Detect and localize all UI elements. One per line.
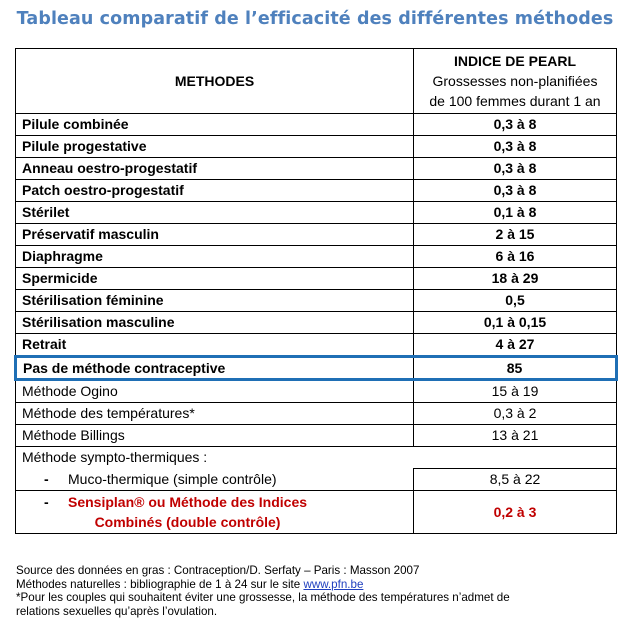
method-name: Préservatif masculin — [16, 224, 414, 246]
table-row — [16, 268, 617, 290]
method-name: Méthode Billings — [16, 425, 414, 447]
comparison-table — [14, 48, 618, 534]
method-name: Spermicide — [16, 268, 414, 290]
pearl-value: 0,3 à 8 — [414, 114, 617, 136]
table-row — [16, 158, 617, 180]
pearl-value: 2 à 15 — [414, 224, 617, 246]
method-name: Méthode Ogino — [16, 380, 414, 403]
table-row — [16, 312, 617, 334]
pearl-value: 18 à 29 — [414, 268, 617, 290]
temperature-note-line1: *Pour les couples qui souhaitent éviter une grossesse, la méthode des températures n’admet de — [16, 591, 510, 604]
header-index-sub1: Grossesses non-planifiées — [432, 73, 598, 89]
table-row — [16, 380, 617, 403]
table-row — [16, 403, 617, 425]
method-name: Pas de méthode contraceptive — [16, 357, 414, 380]
header-pearl-index — [414, 49, 617, 114]
method-name: Diaphragme — [16, 246, 414, 268]
natural-prefix: Méthodes naturelles : bibliographie de 1 à 24 sur le site — [16, 577, 304, 591]
method-name: Anneau oestro-progestatif — [16, 158, 414, 180]
pearl-value: 4 à 27 — [414, 334, 617, 357]
table-row — [16, 334, 617, 357]
table-row — [16, 136, 617, 158]
pearl-value: 0,3 à 8 — [414, 136, 617, 158]
header-methods: METHODES — [16, 49, 414, 114]
muco-label: Muco-thermique (simple contrôle) — [68, 470, 277, 487]
pfn-link[interactable]: www.pfn.be — [303, 577, 364, 591]
dash-bullet: - — [44, 470, 49, 487]
pearl-value: 6 à 16 — [414, 246, 617, 268]
footer-notes — [16, 564, 616, 618]
source-note: Source des données en gras : Contraception/D. Serfaty – Paris : Masson 2007 — [16, 564, 420, 577]
pearl-value: 0,2 à 3 — [414, 491, 617, 534]
pearl-value: 0,3 à 2 — [414, 403, 617, 425]
method-name: Stérilisation masculine — [16, 312, 414, 334]
pearl-value: 13 à 21 — [414, 425, 617, 447]
pearl-value: 0,1 à 0,15 — [414, 312, 617, 334]
sensiplan-label-line1: Sensiplan® ou Méthode des Indices — [68, 494, 308, 510]
table-row — [16, 202, 617, 224]
pearl-value: 15 à 19 — [414, 380, 617, 403]
pearl-value: 85 — [414, 357, 617, 380]
table-row — [16, 290, 617, 312]
method-name: Patch oestro-progestatif — [16, 180, 414, 202]
pearl-value: 8,5 à 22 — [414, 469, 617, 491]
pearl-value: 0,3 à 8 — [414, 158, 617, 180]
table-row — [16, 246, 617, 268]
method-name — [16, 491, 414, 534]
pearl-value: 0,3 à 8 — [414, 180, 617, 202]
pearl-value: 0,1 à 8 — [414, 202, 617, 224]
method-name: Retrait — [16, 334, 414, 357]
sensiplan-label-line2: Combinés (double contrôle) — [94, 514, 281, 530]
method-name: Stérilisation féminine — [16, 290, 414, 312]
pearl-value: 0,5 — [414, 290, 617, 312]
method-name — [16, 469, 414, 491]
method-name: Pilule combinée — [16, 114, 414, 136]
table-row — [16, 469, 617, 491]
sympto-label: Méthode sympto-thermiques : — [16, 447, 617, 469]
natural-methods-note — [16, 578, 616, 592]
table-row — [16, 180, 617, 202]
sympto-header-row — [16, 447, 617, 469]
table-row — [16, 491, 617, 534]
table-row — [16, 114, 617, 136]
method-name: Méthode des températures* — [16, 403, 414, 425]
temperature-note-line2: relations sexuelles qu’après l’ovulation. — [16, 604, 218, 618]
highlighted-row — [16, 357, 617, 380]
dash-bullet: - — [44, 494, 49, 510]
header-index-title: INDICE DE PEARL — [453, 53, 577, 69]
table-header-row — [16, 49, 617, 114]
page-title: Tableau comparatif de l’efficacité des différentes méthodes — [16, 9, 614, 29]
header-index-sub2: de 100 femmes durant 1 an — [429, 93, 601, 109]
table-row — [16, 224, 617, 246]
table-row — [16, 425, 617, 447]
method-name: Pilule progestative — [16, 136, 414, 158]
method-name: Stérilet — [16, 202, 414, 224]
